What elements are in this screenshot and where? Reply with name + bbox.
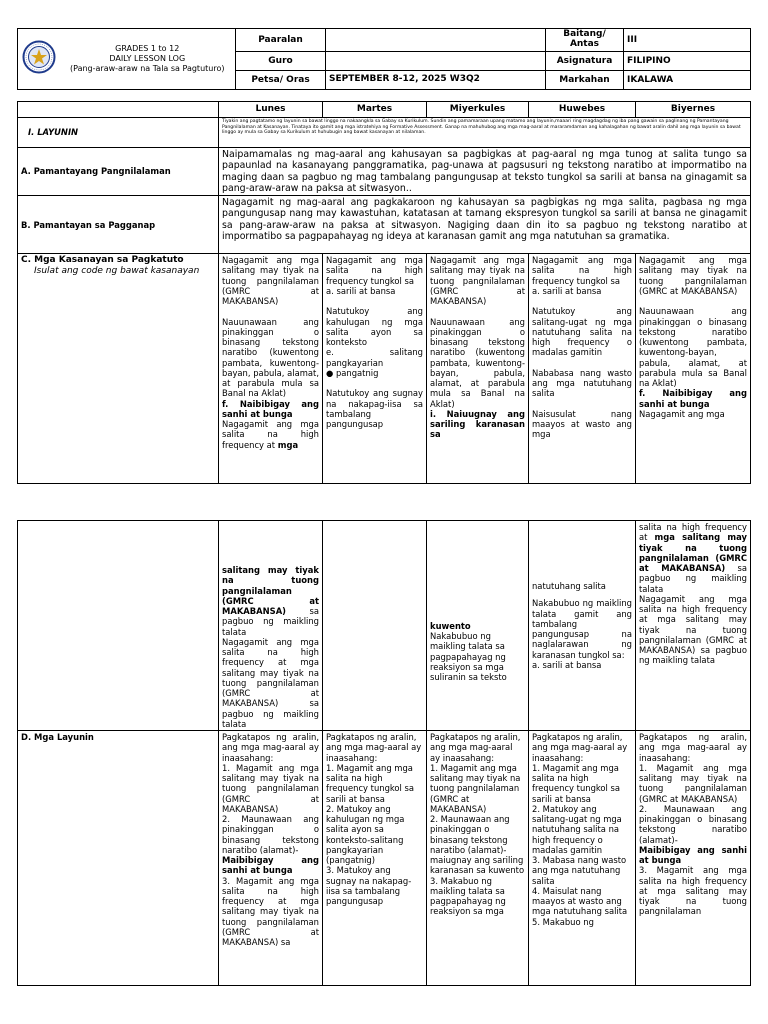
kasanayan-cont-blank [18, 521, 219, 731]
deped-seal [18, 29, 60, 90]
kasanayan-cont-huwebes [529, 521, 636, 731]
days-header-blank [18, 102, 219, 118]
value-petsa: SEPTEMBER 8-12, 2025 W3Q2 [326, 70, 546, 89]
mga-layunin-lunes [219, 731, 323, 986]
skill-line: Nagagamit ang mga salita na high frequency at mga [222, 419, 319, 450]
kasanayan-cont-huwebes-line2: Nakabubuo ng maikling talata gamit ang tambalang pangungusap na naglalarawan ng karanasan tungkol sa: [532, 598, 632, 660]
kasanayan-huwebes [529, 254, 636, 484]
kasanayan-cont-miyerkules [427, 521, 529, 731]
kasanayan-cont-biyernes-pre: salita na high frequency at [639, 522, 747, 543]
objective-line: 2. Matukoy ang salitang-ugat ng mga natutuhang salita na high frequency o madalas gamitin [532, 803, 622, 855]
label-baitang: Baitang/ Antas [546, 29, 624, 52]
value-baitang: III [624, 29, 751, 52]
mga-layunin-martes [323, 731, 427, 986]
objective-line: 3. Magamit ang mga salita na high frequency at mga salitang may tiyak na tuong pangnilalaman [639, 865, 747, 917]
skill-line: Nagagamit ang mga [639, 408, 725, 419]
objective-line: 1. Magamit ang mga salitang may tiyak na tuong pangnilalaman (GMRC at MAKABANSA) [430, 762, 521, 814]
skill-line [532, 399, 632, 409]
label-markahan: Markahan [546, 70, 624, 89]
skill-line [430, 306, 525, 316]
layunin-text: Tiyakin ang pagtatamo ng layunin sa bawat linggo na nakaangkla sa Gabay sa Kurikulum. Sundin ang pamamaraan upang matamo ang layunin,maaari ring magdagdag ng iba pang gawain sa paglinang ng Pamantayang Pangnilalaman at Kasanayan. Tinataya ito gamit ang mga istratehiya ng Formative Assessment. Ganap na mahuhubog ang mga mag-aaral at mararamdaman ang kahalagahan ng bawat aralin dahil ang mga layunin sa bawat linggo ay mula sa Gabay sa Kurikulum at huhubugin ang bawat kasanayan at nilalaman. [219, 118, 751, 148]
skill-line [326, 378, 423, 388]
label-guro: Guro [236, 51, 326, 70]
day-biyernes: Biyernes [636, 102, 751, 118]
skill-line: a. sarili at bansa [532, 285, 602, 296]
objective-line: 2. Matukoy ang kahulugan ng mga salita ayon sa konteksto-salitang pangkayarian (pangatnig) [326, 803, 405, 865]
objective-line: 2. Maunawaan ang pinakinggan o binasang tekstong naratibo (alamat)-maiugnay ang sariling karanasan sa kuwento [430, 814, 525, 876]
kasanayan-cont-biyernes-rest2: Nagagamit ang mga salita na high frequency at mga salitang may tiyak na tuong pangnilalaman (GMRC at MAKABANSA) sa pagbuo ng maikling talata [639, 593, 747, 666]
header-table [17, 28, 751, 90]
kasanayan-martes [323, 254, 427, 484]
skill-line: i. Naiuugnay ang sariling karanasan sa [430, 408, 525, 440]
day-lunes: Lunes [219, 102, 323, 118]
kasanayan-cont-miyerkules-rest: Nakabubuo ng maikling talata sa pagpapahayag ng reaksiyon sa mga suliranin sa teksto [430, 631, 507, 682]
kasanayan-biyernes [636, 254, 751, 484]
kasanayan-cont-row [18, 521, 751, 731]
objective-line: 3. Makabuo ng maikling talata sa pagpapahayag ng reaksiyon sa mga [430, 875, 506, 917]
kasanayan-cont-biyernes-rest1: sa pagbuo ng maikling talata [639, 563, 747, 594]
objective-line: 1. Magamit ang mga salita na high frequency tungkol sa sarili at bansa [532, 762, 621, 804]
mga-layunin-biyernes [636, 731, 751, 986]
objective-line: 2. Maunawaan ang pinakinggan o binasang tekstong naratibo (alamat)- [222, 814, 319, 855]
objective-line: 4. Maisulat nang maayos at wasto ang mga natutuhang salita [532, 885, 628, 917]
skill-line: Nauunawaan ang pinakinggan o binasang tekstong naratibo (kuwentong pambata, kuwentong-bayan, pabula, alamat, at parabula mula sa Banal na Aklat) [639, 306, 747, 389]
kasanayan-cont-lunes-rest2: Nagagamit ang mga salita na high frequency at mga salitang may tiyak na tuong pangnilalaman (GMRC at MAKABANSA) sa pagbuo ng maikling talata [222, 636, 319, 729]
kasanayan-miyerkules [427, 254, 529, 484]
lesson-table-page-1 [17, 101, 751, 484]
kasanayan-sublabel: Isulat ang code ng bawat kasanayan [34, 266, 200, 277]
kasanayan-cont-lunes-rest1: sa pagbuo ng maikling talata [222, 606, 319, 637]
kasanayan-label-cell [18, 254, 219, 484]
objective-line: Maibibigay ang sanhi at bunga [222, 855, 319, 876]
skill-line: Nauunawaan ang pinakinggan o binasang tekstong naratibo (kuwentong pambata, kuwentong-bayan, pabula, alamat, at parabula mula sa Banal na Aklat) [222, 316, 319, 399]
label-paaralan: Paaralan [236, 29, 326, 52]
skill-line: ● pangatnig [326, 367, 379, 378]
mga-layunin-row [18, 731, 751, 986]
document-title [60, 29, 236, 90]
layunin-row [18, 118, 751, 148]
skill-line [532, 358, 632, 368]
day-huwebes: Huwebes [529, 102, 636, 118]
objective-line: 5. Makabuo ng [532, 916, 594, 927]
kasanayan-cont-huwebes-line3: a. sarili at bansa [532, 659, 602, 670]
skill-line [326, 296, 423, 306]
value-paaralan [326, 29, 546, 52]
pamantayang-pangnilalaman-label: A. Pamantayang Pangnilalaman [18, 148, 219, 196]
label-asignatura: Asignatura [546, 51, 624, 70]
skill-line [532, 296, 632, 306]
pamantayan-pagganap-label: B. Pamantayan sa Pagganap [18, 196, 219, 254]
lesson-table-page-2 [17, 520, 751, 986]
kasanayan-cont-biyernes [636, 521, 751, 731]
objective-line: Pagkatapos ng aralin, ang mga mag-aaral ay inaasahang: [326, 732, 422, 763]
skill-line [222, 306, 319, 316]
kasanayan-cont-huwebes-line1: natutuhang salita [532, 581, 606, 591]
skill-line: Nauunawaan ang pinakinggan o binasang tekstong naratibo (kuwentong pambata, kuwentong-bayan, pabula, alamat, at parabula mula sa Banal na Aklat) [430, 316, 525, 409]
kasanayan-lunes [219, 254, 323, 484]
mga-layunin-huwebes [529, 731, 636, 986]
objective-line: Pagkatapos ng aralin, ang mga mag-aaral ay inaasahang: [639, 732, 747, 763]
day-miyerkules: Miyerkules [427, 102, 529, 118]
objective-line: 3. Mabasa nang wasto ang mga natutuhang salita [532, 855, 627, 886]
kasanayan-cont-lunes-bold: salitang may tiyak na tuong pangnilalaman (GMRC at MAKABANSA) [222, 565, 319, 616]
pamantayan-pagganap-text: Nagagamit ng mag-aaral ang pagkakaroon ng kahusayan sa pagbigkas ng mga salita, pagbasa ng mga pangungusap nang may kawastuhan, katatasan at tamang ekspresyon tungkol sa sarili at bansa ne ginagamit sa pang-araw-araw na paksa at sitwasyon. Nagiging daan din ito sa pagbuo ng tekstong naratibo at impormatibo sa pagpapahayag ng ideya at karanasan gamit ang mga natutuhan sa gramatika. [219, 196, 751, 254]
pamantayan-pagganap-row [18, 196, 751, 254]
objective-line: 3. Matukoy ang sugnay na nakapag-iisa sa tambalang pangungusap [326, 865, 412, 906]
kasanayan-row [18, 254, 751, 484]
objective-line: Pagkatapos ng aralin, ang mga mag-aaral ay inaasahang: [532, 732, 628, 763]
skill-line: f. Naibibigay ang sanhi at bunga [639, 388, 747, 409]
skill-line: Natutukoy ang salitang-ugat ng mga natutuhang salita na high frequency o madalas gamitin [532, 306, 632, 358]
objective-line: Maibibigay ang sanhi at bunga [639, 844, 747, 865]
skill-line: Nagagamit ang mga salitang may tiyak na tuong pangnilalaman (GMRC at MAKABANSA) [639, 255, 747, 296]
skill-line: Nagagamit ang mga salitang may tiyak na tuong pangnilalaman (GMRC at MAKABANSA) [222, 255, 319, 307]
objective-line: Pagkatapos ng aralin, ang mga mag-aaral ay inaasahang: [430, 732, 521, 763]
skill-line: e. salitang pangkayarian [326, 347, 423, 368]
pamantayang-pangnilalaman-row [18, 148, 751, 196]
day-martes: Martes [323, 102, 427, 118]
layunin-heading: I. LAYUNIN [18, 118, 219, 148]
skill-line: Natutukoy ang kahulugan ng mga salita ayon sa konteksto [326, 306, 423, 348]
objective-line: 1. Magamit ang mga salitang may tiyak na tuong pangnilalaman (GMRC at MAKABANSA) [639, 762, 747, 804]
skill-line: Natutukoy ang sugnay na nakapag-iisa sa tambalang pangungusap [326, 388, 423, 430]
mga-layunin-label: D. Mga Layunin [18, 731, 219, 986]
objective-line: 1. Magamit ang mga salita na high frequency tungkol sa sarili at bansa [326, 762, 415, 804]
skill-line: Nagagamit ang mga salita na high frequency tungkol sa [532, 255, 632, 286]
mga-layunin-miyerkules [427, 731, 529, 986]
kasanayan-cont-biyernes-bold: mga salitang may tiyak na tuong pangnilalaman (GMRC at MAKABANSA) [639, 532, 748, 573]
objective-line: 2. Maunawaan ang pinakinggan o binasang tekstong naratibo (alamat)- [639, 803, 747, 845]
kasanayan-label: C. Mga Kasanayan sa Pagkatuto [21, 255, 184, 266]
label-petsa: Petsa/ Oras [236, 70, 326, 89]
skill-line: Naisusulat nang maayos at wasto ang mga [532, 408, 632, 440]
objective-line: 1. Magamit ang mga salitang may tiyak na tuong pangnilalaman (GMRC at MAKABANSA) [222, 762, 319, 814]
kasanayan-cont-miyerkules-bold: kuwento [430, 620, 471, 631]
objective-line: Pagkatapos ng aralin, ang mga mag-aaral ay inaasahang: [222, 732, 319, 763]
objective-line: 3. Magamit ang mga salita na high frequency at mga salitang may tiyak na tuong pangnilalaman (GMRC at MAKABANSA) sa [222, 875, 319, 947]
value-guro [326, 51, 546, 70]
skill-line: a. sarili at bansa [326, 285, 396, 296]
pamantayang-pangnilalaman-text: Naipamamalas ng mag-aaral ang kahusayan sa pagbigkas at pag-aaral ng mga tunog at salita tungo sa papaunlad na kasanayang panggramatika, pag-unawa at pagsusuri ng tekstong naratibo at impormatibo na maging daan sa pagbuo ng mag tambalang pangungusap at teksto tungkol sa sarili at bansa na ginagamit sa pang-araw-araw na paksa at sitwasyon.. [219, 148, 751, 196]
deped-seal-icon [22, 40, 56, 74]
skill-line: Nagagamit ang mga salitang may tiyak na tuong pangnilalaman (GMRC at MAKABANSA) [430, 255, 525, 307]
kasanayan-cont-martes [323, 521, 427, 731]
skill-line [639, 296, 747, 306]
kasanayan-cont-lunes [219, 521, 323, 731]
title-line-3: (Pang-araw-araw na Tala sa Pagtuturo) [70, 63, 225, 73]
value-markahan: IKALAWA [624, 70, 751, 89]
skill-line: Nagagamit ang mga salita na high frequency tungkol sa [326, 255, 423, 286]
skill-line: f. Naibibigay ang sanhi at bunga [222, 398, 319, 419]
days-header-row [18, 102, 751, 118]
title-line-1: GRADES 1 to 12 [115, 43, 180, 53]
skill-line: Nababasa nang wasto ang mga natutuhang salita [532, 367, 632, 399]
title-line-2: DAILY LESSON LOG [109, 53, 186, 63]
value-asignatura: FILIPINO [624, 51, 751, 70]
